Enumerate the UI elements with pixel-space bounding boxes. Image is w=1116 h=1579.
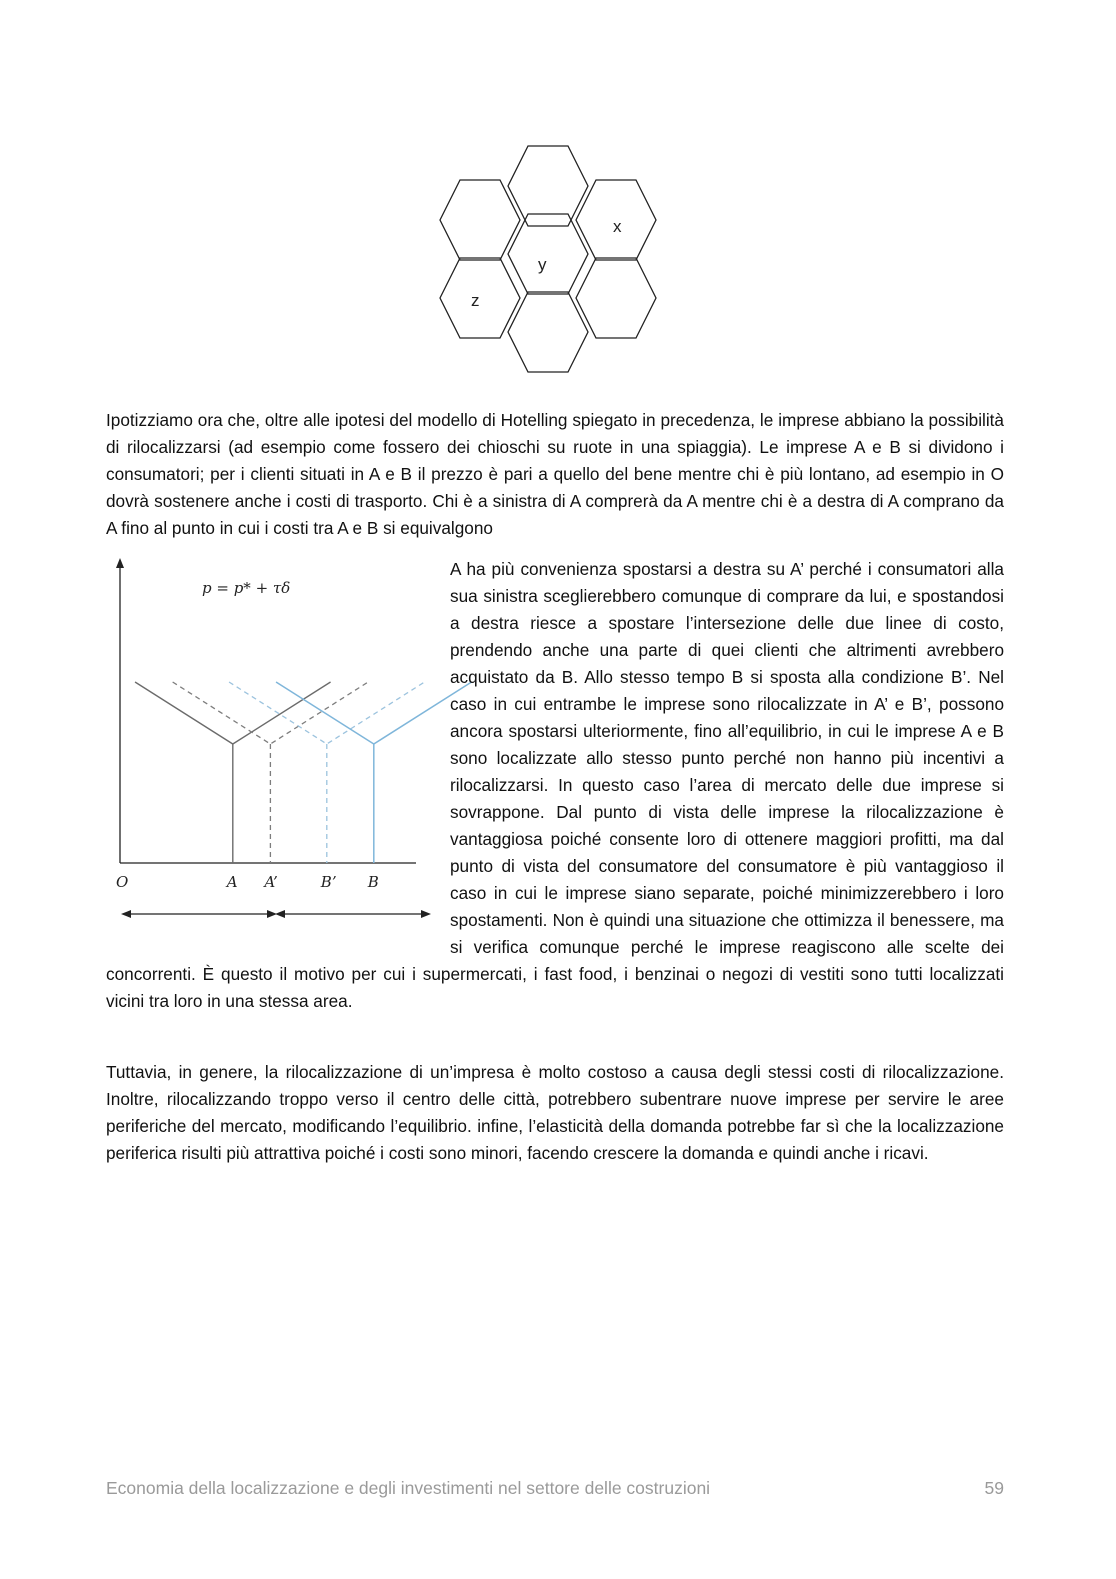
- paragraph-relocation-analysis: A ha più convenienza spostarsi a destra su A’ perché i consumatori alla sua sinistra sceglierebbero comunque di comprare da lui, e spostandosi a destra riesce a spostare l’intersezione delle due linee di costo, prendendo anche una parte di quei clienti che altrimenti avrebbero acquistato da B. Allo stesso tempo B si sposta alla condizione B’. Nel caso in cui entrambe le imprese sono rilocalizzate in A’ e B’, possono ancora spostarsi ulteriormente, fino all’equilibrio, in cui le imprese A e B sono localizzate allo stesso punto perché non hanno più incentivi a rilocalizzarsi. In questo caso l’area di mercato delle due imprese si sovrappone. Dal punto di vista delle imprese la rilocalizzazione è vantaggiosa poiché consente loro di ottenere maggiori profitti, ma dal punto di vista del consumatore del consumatore è più vantaggioso il caso in cui le imprese siano separate, poiché minimizzerebbero i loro spostamenti. Non è quindi una situazione che ottimizza il benessere, ma si verifica comunque perché le imprese reagiscono alle scelte dei concorrenti. È questo il motivo per cui i supermercati, i fast food, i benzinai o negozi di vestiti sono tutti localizzati vicini tra loro in una stessa area.: [106, 559, 1004, 1011]
- paragraph-hotelling-relocation: Ipotizziamo ora che, oltre alle ipotesi del modello di Hotelling spiegato in precedenza, le imprese abbiano la possibilità di rilocalizzarsi (ad esempio come fossero dei chioschi su ruote in una spiaggia). Le imprese A e B si dividono i consumatori; per i clienti situati in A e B il prezzo è pari a quello del bene mentre chi è più lontano, ad esempio in O dovrà sostenere anche i costi di trasporto. Chi è a sinistra di A comprerà da A mentre chi è a destra di A comprano da A fino al punto in cui i costi tra A e B si equivalgono: [106, 410, 1004, 538]
- x-tick-label-4: B’: [320, 873, 337, 891]
- hex-label-z: z: [471, 291, 480, 310]
- price-formula: p = p* + τδ: [202, 579, 291, 597]
- hex-label-x: x: [613, 217, 622, 236]
- hexagon-lower-left: [440, 258, 520, 338]
- paragraph-relocation-costs: Tuttavia, in genere, la rilocalizzazione di un’impresa è molto costoso a causa degli stessi costi di rilocalizzazione. Inoltre, rilocalizzando troppo verso il centro delle città, potrebbero subentrare nuove imprese per servire le aree periferiche del mercato, modificando l’equilibrio. infine, l’elasticità della domanda potrebbe far sì che la localizzazione periferica risulti più attrattiva poiché i costi sono minori, facendo crescere la domanda e quindi anche i ricavi.: [106, 1062, 1004, 1163]
- hexagon-lower-right: [576, 258, 656, 338]
- x-tick-label-1: O: [116, 873, 129, 891]
- chart-float-spacer: [106, 556, 450, 960]
- x-tick-label-5: B: [367, 873, 379, 891]
- hex-label-y: y: [538, 255, 547, 274]
- paragraph-wrap-container: [106, 556, 1004, 1015]
- x-tick-label-2: A: [226, 873, 238, 891]
- footer-title: Economia della localizzazione e degli investimenti nel settore delle costruzioni: [106, 1478, 711, 1498]
- x-tick-label-3: A’: [264, 873, 278, 891]
- hexagon-bottom: [508, 292, 588, 372]
- hexagon-market-areas-diagram: [430, 140, 670, 380]
- page-number: 59: [984, 1478, 1004, 1498]
- hexagon-upper-left: [440, 180, 520, 260]
